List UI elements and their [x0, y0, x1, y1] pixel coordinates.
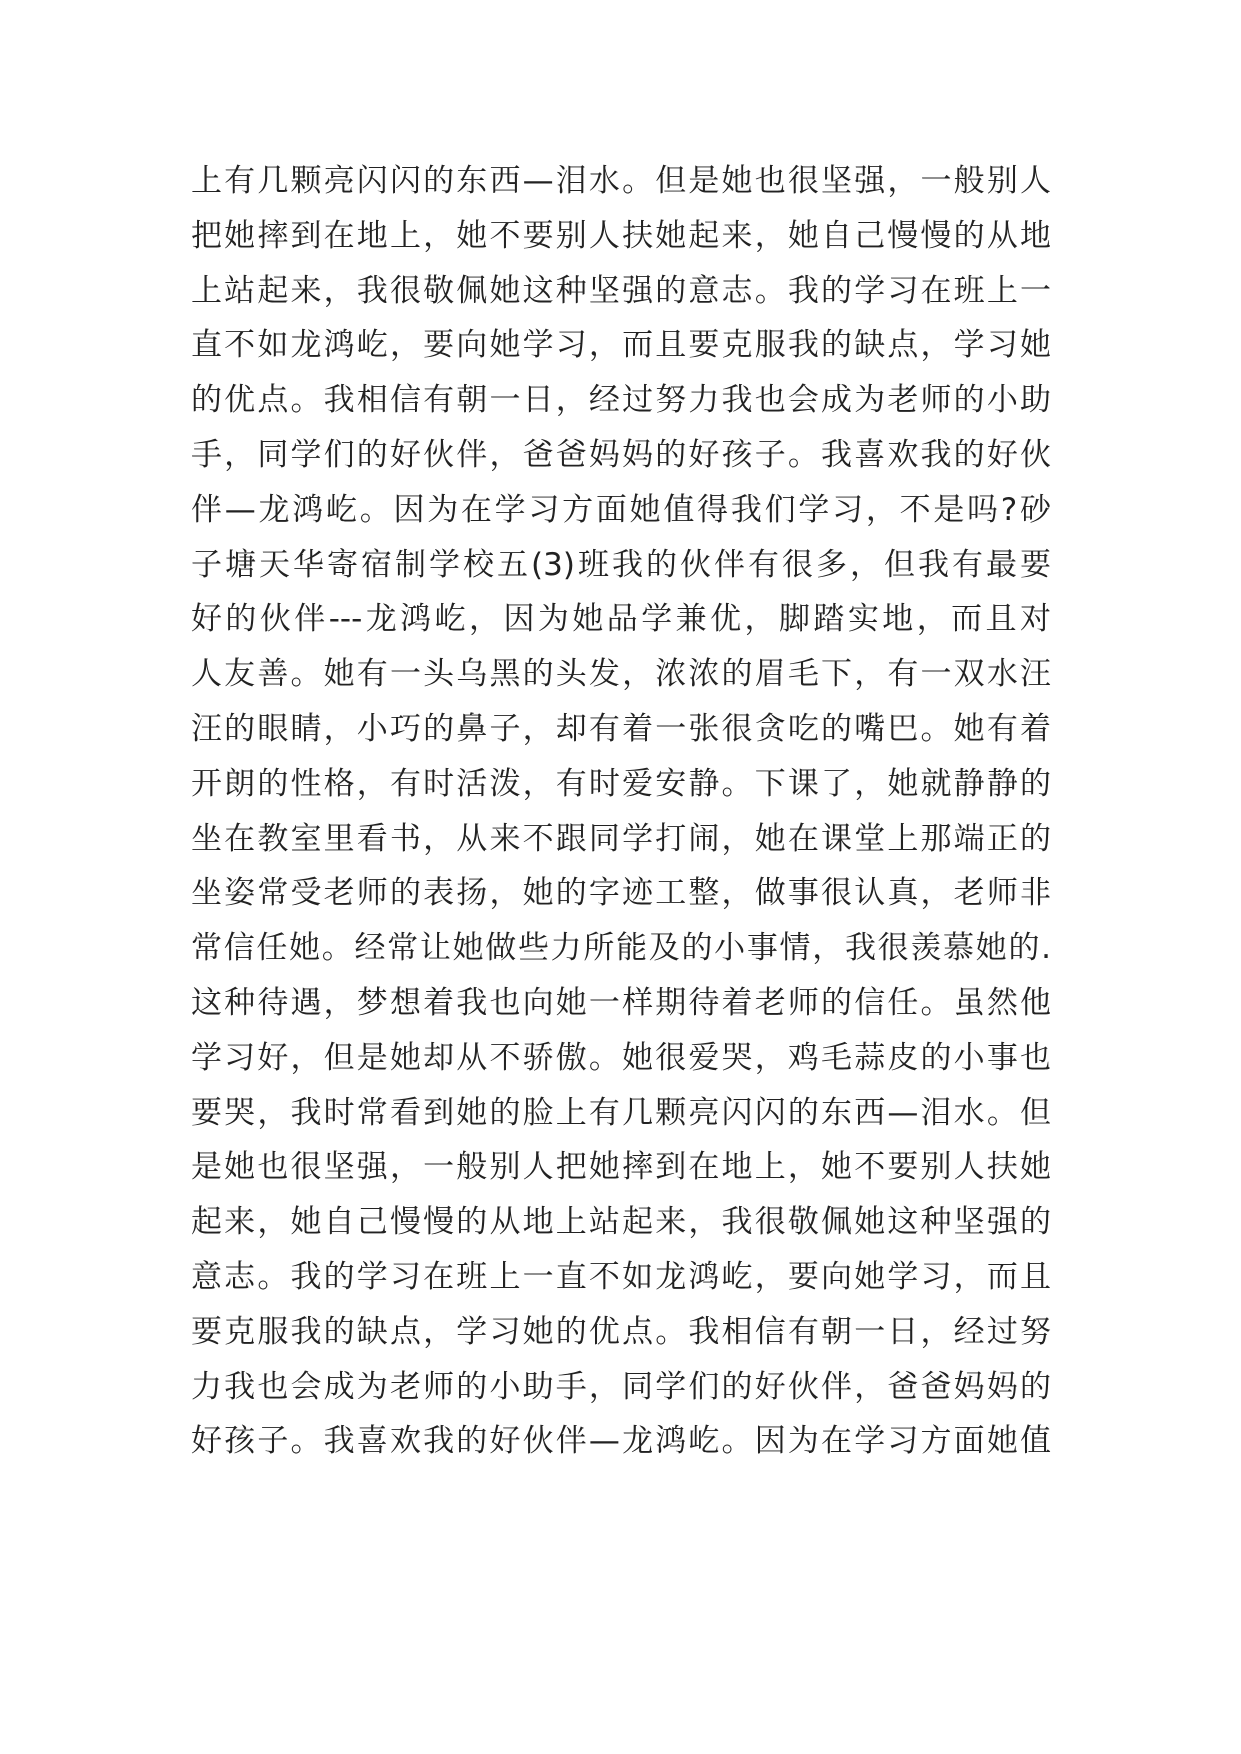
text-line-19: 是她也很坚强，一般别人把她摔到在地上，她不要别人扶她: [191, 1149, 1051, 1186]
text-line-5: 的优点。我相信有朝一日，经过努力我也会成为老师的小助: [191, 382, 1051, 419]
text-line-17: 学习好，但是她却从不骄傲。她很爱哭，鸡毛蒜皮的小事也: [191, 1039, 1051, 1076]
text-line-16: 这种待遇，梦想着我也向她一样期待着老师的信任。虽然他: [191, 984, 1051, 1021]
text-line-20: 起来，她自己慢慢的从地上站起来，我很敬佩她这种坚强的: [191, 1204, 1051, 1241]
text-line-8: 子塘天华寄宿制学校五(3)班我的伙伴有很多，但我有最要: [191, 546, 1051, 583]
text-line-3: 上站起来，我很敬佩她这种坚强的意志。我的学习在班上一: [191, 272, 1051, 309]
text-line-13: 坐在教室里看书，从来不跟同学打闹，她在课堂上那端正的: [191, 820, 1051, 857]
text-line-10: 人友善。她有一头乌黑的头发，浓浓的眉毛下，有一双水汪: [191, 656, 1051, 693]
text-line-18: 要哭，我时常看到她的脸上有几颗亮闪闪的东西—泪水。但: [191, 1094, 1051, 1131]
text-line-24: 好孩子。我喜欢我的好伙伴—龙鸿屹。因为在学习方面她值: [191, 1423, 1051, 1460]
text-line-6: 手，同学们的好伙伴，爸爸妈妈的好孩子。我喜欢我的好伙: [191, 436, 1051, 473]
text-line-15: 常信任她。经常让她做些力所能及的小事情，我很羡慕她的.: [191, 930, 1051, 967]
text-line-14: 坐姿常受老师的表扬，她的字迹工整，做事很认真，老师非: [191, 875, 1051, 912]
text-line-22: 要克服我的缺点，学习她的优点。我相信有朝一日，经过努: [191, 1313, 1051, 1350]
text-line-4: 直不如龙鸿屹，要向她学习，而且要克服我的缺点，学习她: [191, 327, 1051, 364]
text-line-2: 把她摔到在地上，她不要别人扶她起来，她自己慢慢的从地: [191, 217, 1051, 254]
text-line-9: 好的伙伴---龙鸿屹，因为她品学兼优，脚踏实地，而且对: [191, 601, 1051, 638]
text-line-1: 上有几颗亮闪闪的东西—泪水。但是她也很坚强，一般别人: [191, 163, 1051, 199]
text-line-21: 意志。我的学习在班上一直不如龙鸿屹，要向她学习，而且: [191, 1258, 1051, 1295]
body-text: [191, 154, 1051, 1469]
text-line-7: 伴—龙鸿屹。因为在学习方面她值得我们学习，不是吗?砂: [191, 491, 1051, 528]
text-line-11: 汪的眼睛，小巧的鼻子，却有着一张很贪吃的嘴巴。她有着: [191, 710, 1051, 747]
text-line-23: 力我也会成为老师的小助手，同学们的好伙伴，爸爸妈妈的: [191, 1368, 1051, 1405]
text-line-12: 开朗的性格，有时活泼，有时爱安静。下课了，她就静静的: [191, 765, 1051, 802]
